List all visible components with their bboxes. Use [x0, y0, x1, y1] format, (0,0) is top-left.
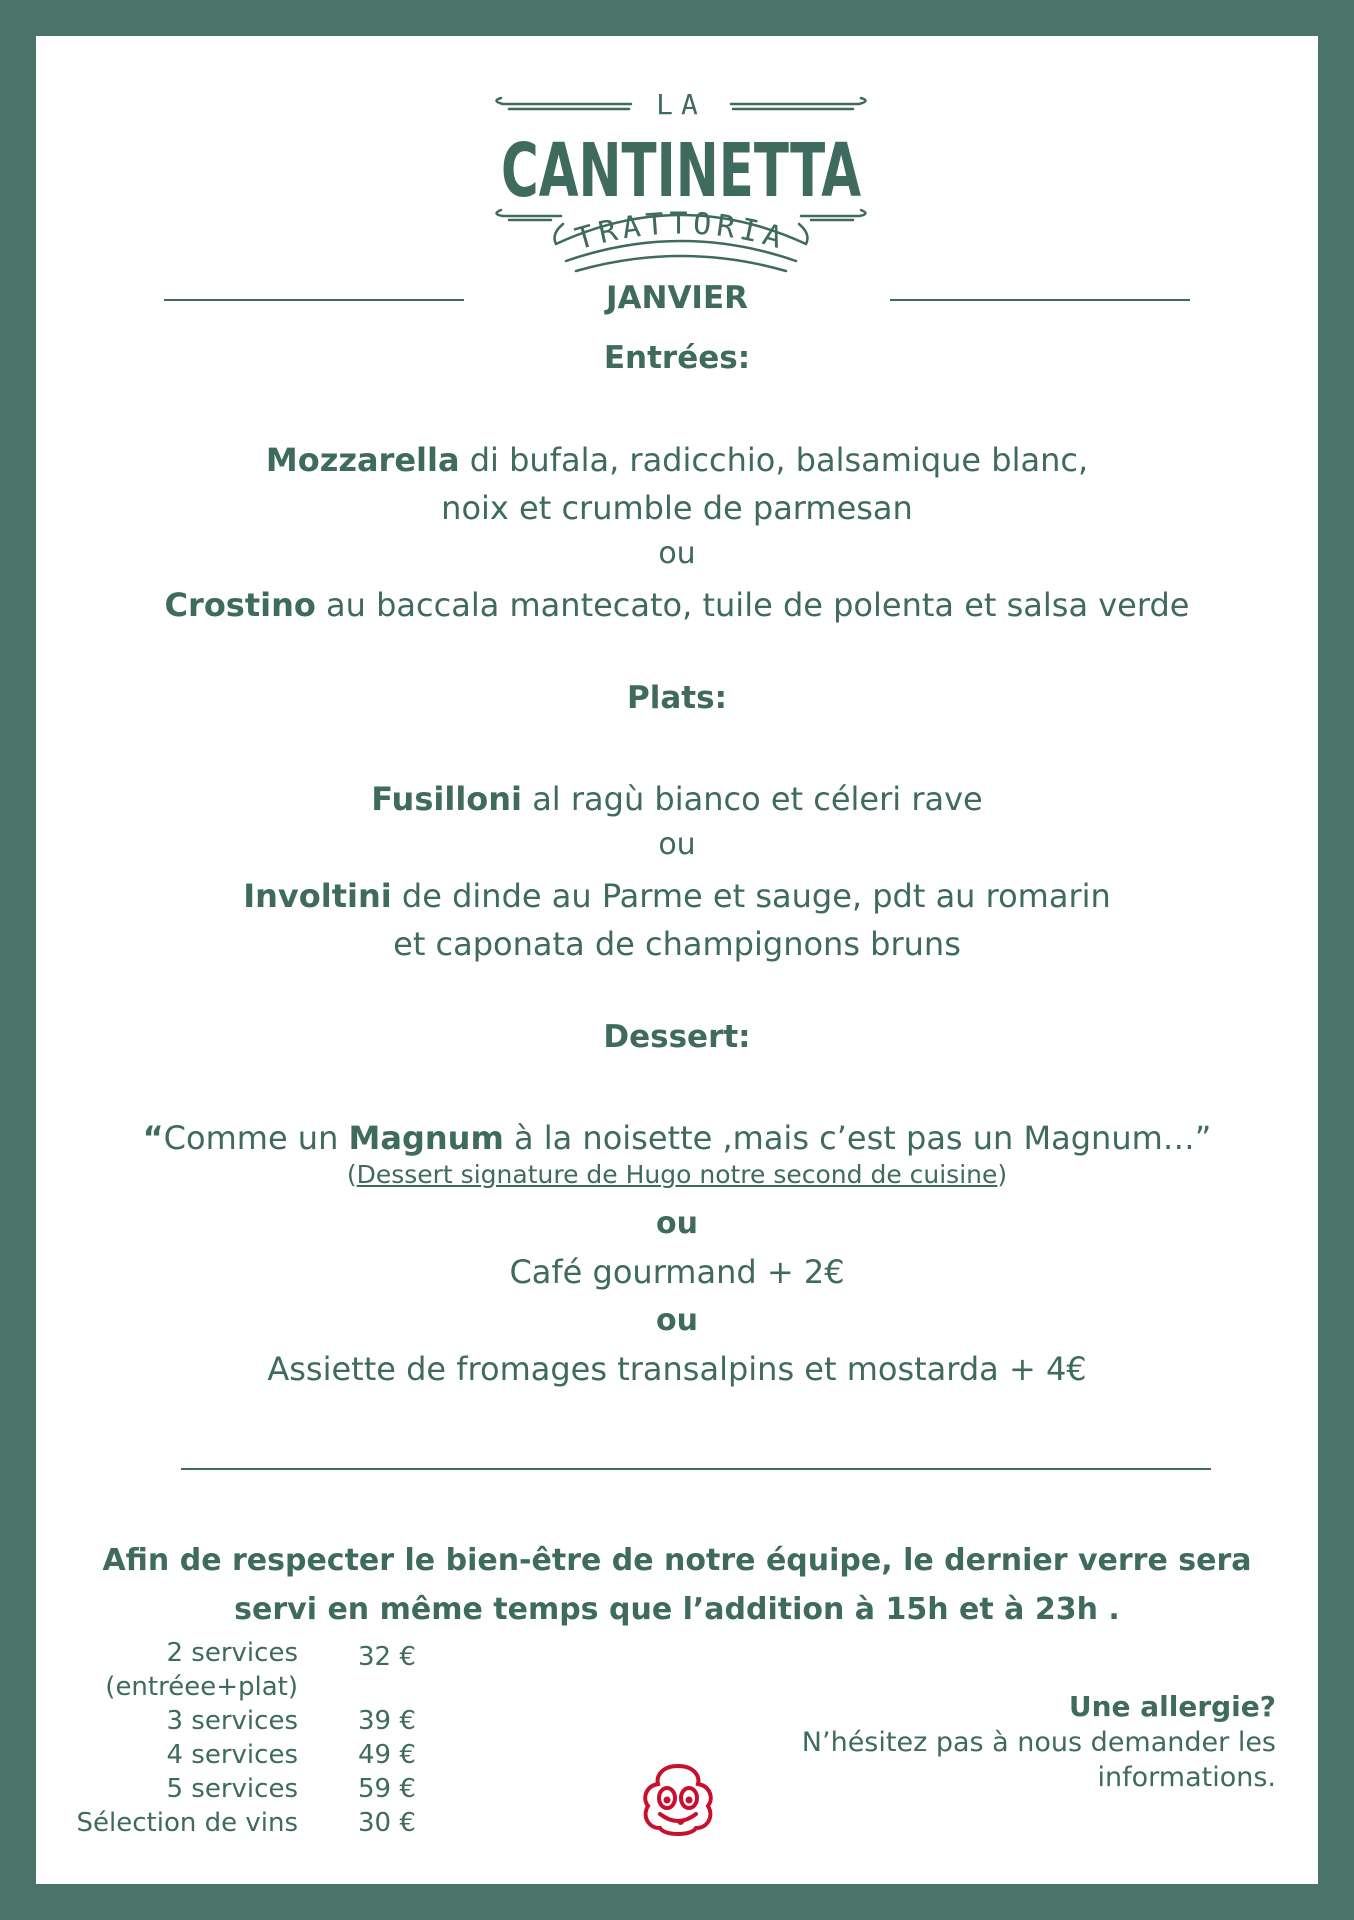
- svg-text:TRATTORIA: [571, 207, 790, 258]
- entree-1: Mozzarella di bufala, radicchio, balsamique blanc,: [265, 441, 1089, 479]
- allergy-title: Une allergie?: [1068, 1690, 1276, 1723]
- price-value: 39 €: [358, 1706, 416, 1736]
- price-label: 5 services: [166, 1774, 298, 1804]
- dessert-1: “Comme un Magnum à la noisette ,mais c’est pas un Magnum…”: [142, 1119, 1212, 1157]
- entree-1-line2: noix et crumble de parmesan: [441, 489, 913, 527]
- price-value: 32 €: [358, 1642, 416, 1672]
- footer-message-line2: servi en même temps que l’addition à 15h et à 23h .: [234, 1592, 1120, 1627]
- allergy-line1: N’hésitez pas à nous demander les: [801, 1727, 1276, 1758]
- plat-2-line2: et caponata de champignons bruns: [393, 925, 961, 963]
- price-label-detail: (entréee+plat): [105, 1672, 298, 1702]
- dessert-2: Café gourmand + 2€: [509, 1253, 845, 1291]
- price-label: Sélection de vins: [76, 1808, 298, 1838]
- or-separator: ou: [658, 536, 696, 571]
- price-label: 2 services: [166, 1638, 298, 1668]
- or-separator: ou: [658, 827, 696, 862]
- dessert-3: Assiette de fromages transalpins et mostarda + 4€: [267, 1350, 1087, 1388]
- entrees-title: Entrées:: [603, 340, 751, 376]
- price-label: 3 services: [166, 1706, 298, 1736]
- price-value: 30 €: [358, 1808, 416, 1838]
- divider-bottom: [181, 1468, 1211, 1470]
- logo-la: LA: [656, 88, 706, 121]
- price-label: 4 services: [166, 1740, 298, 1770]
- plat-2: Involtini de dinde au Parme et sauge, pdt au romarin: [243, 877, 1111, 915]
- dessert-note: (Dessert signature de Hugo notre second de cuisine): [346, 1160, 1008, 1189]
- price-value: 59 €: [358, 1774, 416, 1804]
- or-separator: ou: [656, 1206, 698, 1241]
- allergy-line2: informations.: [1097, 1762, 1276, 1793]
- or-separator: ou: [656, 1303, 698, 1338]
- menu-page: [36, 36, 1318, 1884]
- restaurant-logo: [481, 56, 881, 296]
- price-value: 49 €: [358, 1740, 416, 1770]
- plats-title: Plats:: [627, 680, 727, 716]
- dessert-title: Dessert:: [603, 1019, 751, 1055]
- footer-message-line1: Afin de respecter le bien-être de notre équipe, le dernier verre sera: [102, 1543, 1252, 1578]
- month-title: JANVIER: [605, 280, 749, 316]
- entree-2: Crostino au baccala mantecato, tuile de polenta et salsa verde: [164, 586, 1190, 624]
- michelin-bib-gourmand-icon: [636, 1762, 720, 1840]
- logo-name: CANTINETTA: [501, 128, 861, 214]
- logo-trattoria: TRATTORIA: [571, 206, 791, 258]
- allergy-notice: [802, 1690, 1276, 1795]
- plat-1: Fusilloni al ragù bianco et céleri rave: [371, 780, 983, 818]
